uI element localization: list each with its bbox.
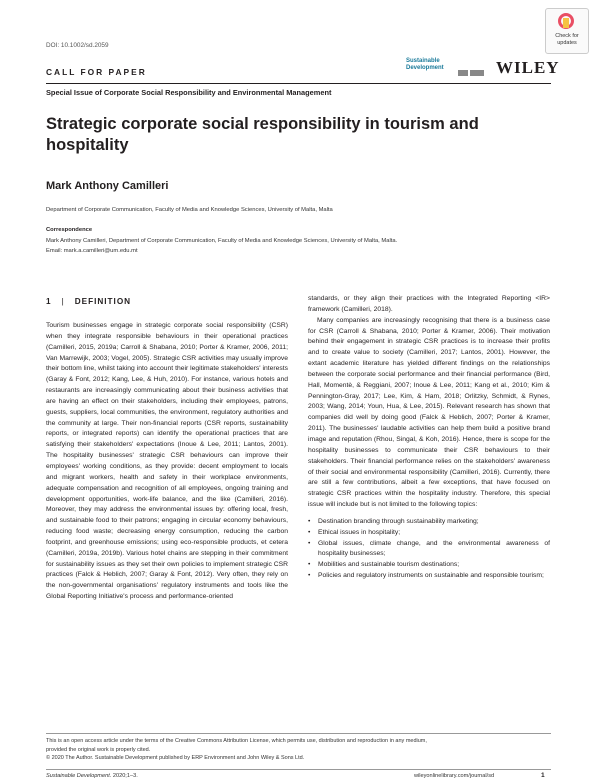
paragraph: Tourism businesses engage in strategic corporate social responsibility (CSR) when they integrate responsible behaviours in their operational practices (Camilleri, 2015, 2019a; Carroll & Shabana, 2010; Porter & Kramer, 2006, 2011; Van Marrewijk, 2003; Vogel, 2005). Strategic CSR activities may usually improve their bottom line, whilst taking into account their legitimate stakeholders' interests (Garay & Font, 2012; Kang, Lee, & Huh, 2010). For instance, various hotels and restaurants are increasingly communicating about their business activities that are having an effect on their stakeholders, including their employees, patrons, guests, suppliers, local communities, the environment, regulatory authorities and the community at large. Their non-financial reports (CSR reports, sustainability reports, or integrated reports) can identify the operational practices that are satisfying their stakeholders' expectations (Inoue & Lee, 2011; Lantos, 2001). The hospitality businesses' strategic CSR behaviours can improve their employees' working conditions, as they provide: decent employment to locals and migrant workers, health and safety in their workplace environments, adequate compensation and recognition of all employees, ongoing training and development opportunities, work-life balance, and the like (Camilleri, 2016). Moreover, they may address the environmental issues by: offering local, fresh, and sustainable food to their patrons; engaging in circular economy behaviours, reducing food waste; decreasing energy consumption, reducing the carbon footprint, and greenhouse emissions; using eco-responsible products, et cetera (Camilleri, 2019a, 2019b). Various hotel chains are stepping in their commitment for sustainability issues as they set their own policies to implement strategic CSR practices (Falck & Heblich, 2007; Garay & Font, 2012). Very often, they rely on the non-governmental organisations' regulatory instruments and tools like the Global Reporting Initiative's process and performance-oriented xyxy=(46,322,288,601)
crossmark-badge[interactable] xyxy=(545,8,589,54)
crossmark-bookmark-icon xyxy=(563,18,569,28)
copyright-line: © 2020 The Author. Sustainable Development published by ERP Environment and John Wiley & Sons Ltd. xyxy=(46,755,305,762)
correspondence-heading: Correspondence xyxy=(46,227,93,233)
section-number: 1 xyxy=(46,297,52,306)
partner-logo-1 xyxy=(458,70,468,76)
footer-rule xyxy=(46,769,551,770)
list-item: • Policies and regulatory instruments on sustainable and responsible tourism; xyxy=(308,571,550,582)
partner-logo-2 xyxy=(470,70,484,76)
correspondence-address: Mark Anthony Camilleri, Department of Corporate Communication, Faculty of Media and Knowledge Sciences, University of Malta, Malta. xyxy=(46,238,398,244)
partner-logos xyxy=(458,63,496,71)
page-number: 1 xyxy=(541,772,545,779)
journal-url[interactable]: wileyonlinelibrary.com/journal/sd xyxy=(414,773,495,779)
journal-citation xyxy=(46,773,138,779)
journal-volume: 2020;1–3. xyxy=(111,773,138,779)
author-affiliation: Department of Corporate Communication, Faculty of Media and Knowledge Sciences, University of Malta, Malta xyxy=(46,207,333,213)
author-name[interactable]: Mark Anthony Camilleri xyxy=(46,180,169,192)
topic-list xyxy=(308,517,550,582)
body-column-left xyxy=(46,321,288,603)
section-heading xyxy=(46,297,131,306)
list-item: • Mobilities and sustainable tourism destinations; xyxy=(308,560,550,571)
section-title: DEFINITION xyxy=(74,297,132,306)
wiley-logo: WILEY xyxy=(496,58,560,77)
publisher-logos xyxy=(406,58,560,78)
list-item: • Ethical issues in hospitality; xyxy=(308,528,550,539)
paragraph-continuation: standards, or they align their practices with the Integrated Reporting <IR> framework (Camilleri, 2018). xyxy=(308,295,550,313)
license-line: provided the original work is properly cited. xyxy=(46,746,151,753)
license-line: This is an open access article under the terms of the Creative Commons Attribution License, which permits use, distribution and reproduction in any medium, xyxy=(46,738,427,744)
correspondence-block xyxy=(46,237,397,256)
call-for-paper-label: CALL FOR PAPER xyxy=(46,67,147,77)
sustainable-development-logo: Sustainable Development xyxy=(406,58,444,71)
journal-name: Sustainable Development. xyxy=(46,773,112,779)
license-block xyxy=(46,737,551,763)
special-issue-line: Special Issue of Corporate Social Responsibility and Environmental Management xyxy=(46,88,332,97)
doi[interactable]: DOI: 10.1002/sd.2059 xyxy=(46,42,109,49)
header-rule xyxy=(46,83,551,84)
paragraph: Many companies are increasingly recognising that there is a business case for CSR (Carroll & Shabana, 2010; Porter & Kramer, 2006). Their motivation behind their engagement in strategic CSR practices is to increase their profits and to create value to society (Camilleri, 2017; Lantos, 2001). However, the extant academic literature has yielded different findings on the relationships between the corporate social performance and their financial performance (Bird, Hall, Momentè, & Reggiani, 2007; Inoue & Lee, 2011; Kang et al., 2010; Kim & Pennington-Gray, 2017; Lee, Kim, & Ham, 2018; Orlitzky, Schmidt, & Rynes, 2003; Wang, 2014; Youn, Hua, & Lee, 2015). Relevant research has shown that companies did well by doing good (Falck & Heblich, 2007; Porter & Kramer, 2011). The businesses' laudable activities can help them build a positive brand image and reputation (Rhou, Singal, & Koh, 2016). Hence, there is scope for the hospitality businesses to communicate their CSR behaviours to their stakeholders. Their financial performance relies on the stakeholders' awareness of their social and environmental responsibility (Camilleri, 2016). Currently, there are still a few contributions, albeit a few exceptions, that have focused on strategic CSR practices within the hospitality industry. Therefore, this special issue will include but is not limited to the following topics: xyxy=(308,316,550,509)
crossmark-label: Check for updates xyxy=(555,33,579,46)
section-separator: | xyxy=(61,297,65,306)
license-rule xyxy=(46,733,551,734)
article-title: Strategic corporate social responsibility in tourism and hospitality xyxy=(46,115,479,154)
list-item: • Global issues, climate change, and the environmental awareness of hospitality businesses; xyxy=(308,539,550,561)
list-item: • Destination branding through sustainability marketing; xyxy=(308,517,550,528)
correspondence-email[interactable]: Email: mark.a.camilleri@um.edu.mt xyxy=(46,247,138,254)
body-column-right xyxy=(308,294,550,582)
